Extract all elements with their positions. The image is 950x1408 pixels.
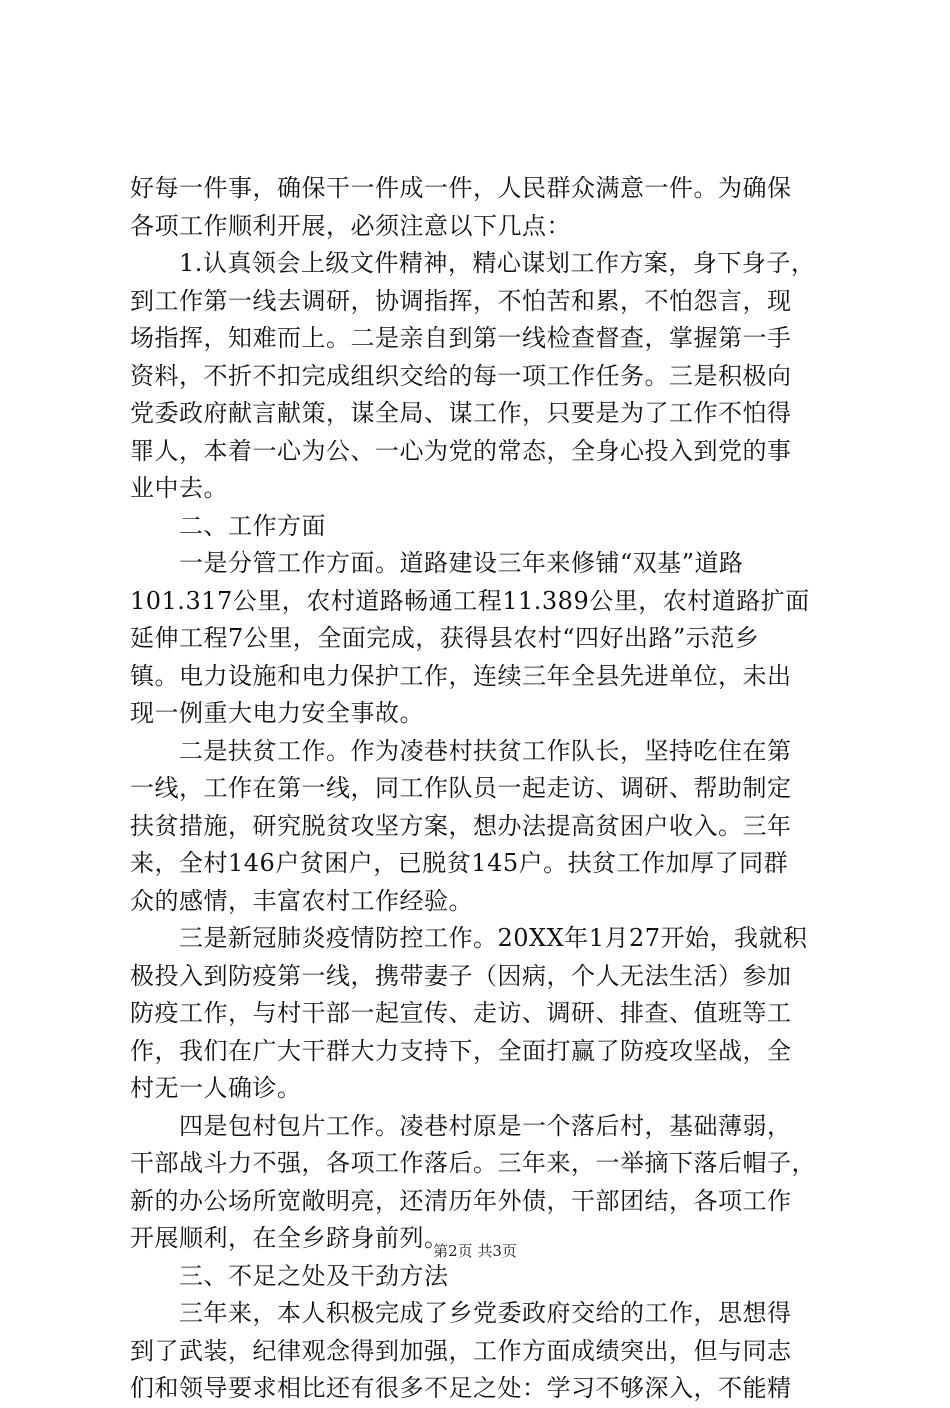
text-line: 党委政府献言献策，谋全局、谋工作，只要是为了工作不怕得	[130, 399, 792, 427]
text-line: 101.317公里，农村道路畅通工程11.389公里，农村道路扩面	[130, 586, 810, 615]
page-footer: 第2页 共3页	[433, 1242, 517, 1260]
text-line: 罪人，本着一心为公、一心为党的常态，全身心投入到党的事	[130, 436, 792, 465]
text-line: 新的办公场所宽敞明亮，还清历年外债，干部团结，各项工作	[130, 1186, 792, 1215]
text-line: 资料，不折不扣完成组织交给的每一项工作任务。三是积极向	[130, 361, 792, 390]
text-line: 二、工作方面	[130, 511, 326, 540]
text-line: 三是新冠肺炎疫情防控工作。20XX年1月27开始，我就积	[130, 924, 808, 952]
text-line: 场指挥，知难而上。二是亲自到第一线检查督查，掌握第一手	[130, 324, 792, 352]
text-line: 现一例重大电力安全事故。	[130, 699, 424, 727]
text-line: 众的感情，丰富农村工作经验。	[130, 886, 473, 915]
text-line: 扶贫措施，研究脱贫攻坚方案，想办法提高贫困户收入。三年	[130, 811, 792, 840]
text-line: 极投入到防疫第一线，携带妻子（因病，个人无法生活）参加	[130, 961, 792, 990]
text-line: 们和领导要求相比还有很多不足之处：学习不够深入，不能精	[130, 1374, 792, 1402]
text-line: 四是包村包片工作。凌巷村原是一个落后村，基础薄弱，	[130, 1111, 792, 1140]
text-line: 到了武装，纪律观念得到加强，工作方面成绩突出，但与同志	[130, 1336, 792, 1365]
text-line: 一线，工作在第一线，同工作队员一起走访、调研、帮助制定	[130, 774, 792, 802]
text-line: 业中去。	[130, 474, 228, 502]
text-line: 来，全村146户贫困户，已脱贫145户。扶贫工作加厚了同群	[130, 849, 789, 877]
text-line: 一是分管工作方面。道路建设三年来修铺“双基”道路	[130, 549, 744, 577]
text-line: 三年来，本人积极完成了乡党委政府交给的工作，思想得	[130, 1299, 792, 1327]
text-line: 1.认真领会上级文件精神，精心谋划工作方案，身下身子，	[130, 249, 816, 277]
text-line: 好每一件事，确保干一件成一件，人民群众满意一件。为确保	[130, 174, 792, 202]
text-line: 三、不足之处及干劲方法	[130, 1261, 449, 1290]
text-line: 作，我们在广大干群大力支持下，全面打赢了防疫攻坚战，全	[130, 1036, 792, 1065]
text-line: 干部战斗力不强，各项工作落后。三年来，一举摘下落后帽子，	[130, 1149, 816, 1177]
text-line: 二是扶贫工作。作为凌巷村扶贫工作队长，坚持吃住在第	[130, 736, 792, 765]
text-line: 各项工作顺利开展，必须注意以下几点：	[130, 211, 571, 240]
text-line: 开展顺利，在全乡跻身前列。	[130, 1224, 449, 1252]
text-line: 镇。电力设施和电力保护工作，连续三年全县先进单位，未出	[130, 661, 792, 690]
document-body	[130, 170, 830, 1408]
text-line: 村无一人确诊。	[130, 1074, 302, 1102]
text-line: 延伸工程7公里，全面完成，获得县农村“四好出路”示范乡	[130, 624, 760, 652]
text-line: 到工作第一线去调研，协调指挥，不怕苦和累，不怕怨言，现	[130, 286, 792, 315]
text-line: 防疫工作，与村干部一起宣传、走访、调研、排查、值班等工	[130, 999, 792, 1027]
